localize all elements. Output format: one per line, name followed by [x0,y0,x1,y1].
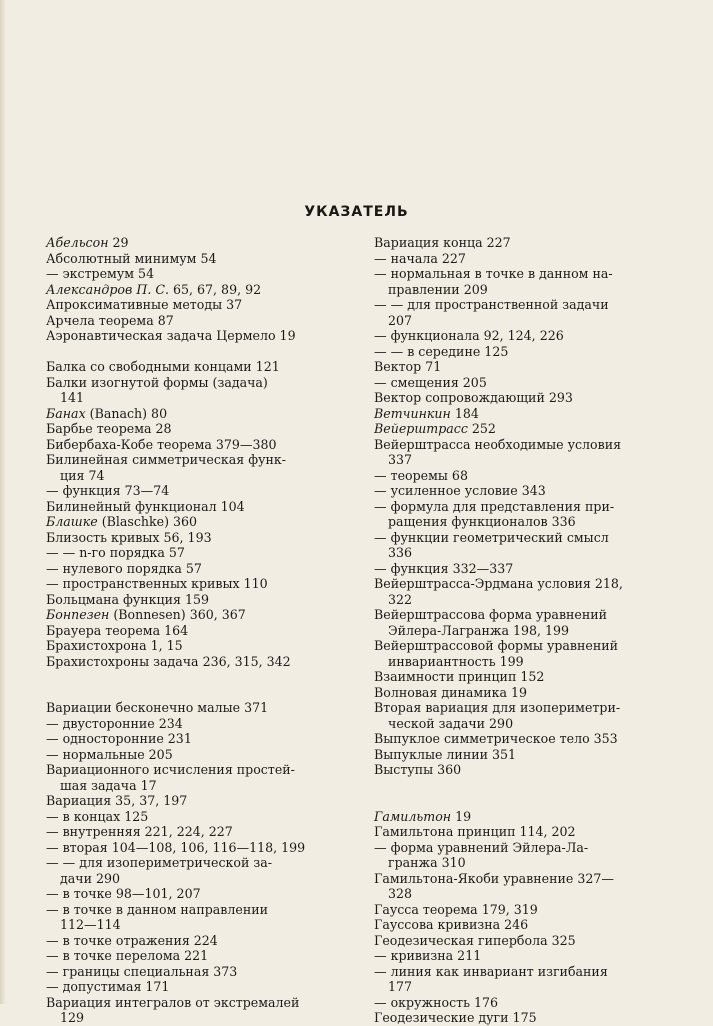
page-title: УКАЗАТЕЛЬ [304,204,409,220]
author-name: Абельсон [46,235,109,250]
index-entry [374,809,674,825]
index-entry: — границы специальная 373 [46,963,238,979]
index-entry: — внутренняя 221, 224, 227 [46,824,233,839]
index-entry: — функции геометрический смысл [374,529,609,545]
index-entry [46,607,348,623]
index-column-right [374,235,674,1026]
index-entry: Волновая динамика 19 [374,684,528,700]
page-refs: 29 [108,235,129,250]
spacer [46,344,348,360]
index-entry: — усиленное условие 343 [374,483,546,498]
index-entry: Билинейный функционал 104 [46,498,245,514]
page-refs: 65, 67, 89, 92 [168,281,262,297]
index-entry: Вейерштрасса необходимые условия [374,436,622,452]
index-entry: Близость кривых 56, 193 [46,529,212,545]
index-entry: Брахистохроны задача 236, 315, 342 [46,653,291,669]
index-entry: — формула для представления при- [374,498,615,514]
page-refs: 184 [450,405,479,421]
author-name: Гамильтон [374,808,452,824]
index-entry [374,406,674,422]
index-entry: Вейерштрассовой формы уравнений [374,638,619,653]
page-refs: (Banach) 80 [85,405,168,421]
index-entry: Абсолютный минимум 54 [46,250,217,266]
index-entry: Вектор 71 [374,359,442,374]
index-entry: Вторая вариация для изопериметри- [374,700,621,715]
index-entry: Вейерштрасса-Эрдмана условия 218, [374,576,623,591]
index-entry: — в концах 125 [46,808,149,824]
index-entry: — функция 73—74 [46,483,170,498]
index-entry: 322 [388,591,413,607]
page-edge-shadow [0,0,6,1004]
index-entry: — двусторонние 234 [46,715,183,731]
index-entry [374,421,674,437]
index-entry: 336 [388,545,413,560]
index-entry: правлении 209 [388,281,488,297]
index-entry: 328 [388,886,413,901]
spacer [374,778,674,794]
index-entry: — — в середине 125 [374,343,509,359]
page-refs: 19 [451,808,472,824]
index-entry: Вариация 35, 37, 197 [46,793,188,808]
index-entry: Вариация интегралов от экстремалей [46,994,300,1010]
index-entry: — пространственных кривых 110 [46,576,268,591]
index-entry: — допустимая 171 [46,979,170,994]
index-entry: — кривизна 211 [374,948,482,963]
index-entry [46,514,348,530]
index-entry: Гауссова кривизна 246 [374,917,529,932]
index-entry: — экстремум 54 [46,266,155,281]
index-entry: Эйлера-Лагранжа 198, 199 [388,622,570,638]
index-entry: Вариации бесконечно малые 371 [46,700,269,715]
index-entry: — в точке в данном направлении [46,901,269,917]
index-entry: — — для пространственной задачи [374,297,609,312]
index-entry: — функционала 92, 124, 226 [374,328,564,343]
page-refs: 252 [467,421,496,436]
index-entry: — в точке 98—101, 207 [46,886,201,901]
index-entry: Геодезическая гипербола 325 [374,932,576,948]
index-entry: — вторая 104—108, 106, 116—118, 199 [46,839,306,855]
index-entry: Выпуклые линии 351 [374,746,517,762]
author-name: Ветчинкин [374,405,451,421]
index-entry: — односторонние 231 [46,731,192,746]
index-entry: ция 74 [60,467,105,483]
index-entry: Апроксимативные методы 37 [46,297,243,312]
index-entry: — в точке перелома 221 [46,948,209,963]
spacer [46,669,348,685]
index-entry [46,282,348,298]
index-entry: шая задача 17 [60,777,157,793]
page-refs: (Blaschke) 360 [97,514,198,529]
author-name: Вейерштрасс [374,421,468,436]
index-entry: Взаимности принцип 152 [374,669,545,684]
index-entry: Вейерштрассова форма уравнений [374,607,608,622]
index-entry: инвариантность 199 [388,653,524,669]
index-entry: — линия как инвариант изгибания [374,963,608,979]
index-entry [46,406,348,422]
index-entry: — — для изопериметрической за- [46,855,273,870]
index-entry: — теоремы 68 [374,467,468,483]
index-entry: Брахистохрона 1, 15 [46,638,183,653]
author-name: Блашке [46,514,98,529]
index-entry: Балки изогнутой формы (задача) [46,374,268,390]
page-refs: (Bonnesen) 360, 367 [109,607,246,622]
index-entry: Аэронавтическая задача Цермело 19 [46,328,296,343]
index-entry: Больцмана функция 159 [46,591,210,607]
index-entry: гранжа 310 [388,855,466,870]
index-entry: ращения функционалов 336 [388,514,576,529]
index-entry: 129 [60,1010,85,1025]
index-entry: — нормальные 205 [46,746,173,762]
spacer [46,685,348,701]
author-name: Бонnезен [46,607,110,622]
index-entry: Вектор сопровождающий 293 [374,390,573,405]
index-entry: Бибербаха-Кобе теорема 379—380 [46,436,277,452]
index-entry: Арчела теорема 87 [46,312,174,328]
index-entry: — нулевого порядка 57 [46,560,202,576]
index-entry: Вариация конца 227 [374,235,511,250]
index-entry: — — n-го порядка 57 [46,545,185,560]
index-entry: ческой задачи 290 [388,715,514,731]
index-entry: Балка со свободными концами 121 [46,359,280,374]
index-entry: 337 [388,452,413,467]
index-entry: — смещения 205 [374,374,487,390]
index-entry: Гамильтона принцип 114, 202 [374,824,576,839]
index-entry: Вариационного исчисления простей- [46,762,295,777]
index-entry: Брауера теорема 164 [46,622,189,638]
index-entry: 177 [388,979,413,994]
index-entry [46,235,348,251]
index-column-left [46,235,348,1026]
index-entry: 112—114 [60,917,121,932]
index-entry: 141 [60,390,85,405]
index-entry: Выпуклое симметрическое тело 353 [374,731,618,746]
index-entry: дачи 290 [60,870,121,886]
index-entry: — начала 227 [374,250,466,266]
index-entry: 207 [388,312,413,328]
index-entry: Гамильтона-Якоби уравнение 327— [374,870,614,886]
index-entry: — окружность 176 [374,994,499,1010]
author-name: Банах [46,405,86,421]
index-entry: Геодезические дуги 175 [374,1010,537,1025]
index-entry: — в точке отражения 224 [46,932,218,948]
author-name: Александров П. С. [46,281,169,297]
index-entry: — нормальная в точке в данном на- [374,266,613,281]
index-entry: — форма уравнений Эйлера-Ла- [374,839,589,855]
index-entry: Билинейная симметрическая функ- [46,452,286,467]
index-entry: Гаусса теорема 179, 319 [374,901,538,917]
index-entry: Выступы 360 [374,762,462,777]
spacer [374,793,674,809]
index-entry: — функция 332—337 [374,560,514,576]
index-entry: Барбье теорема 28 [46,421,172,436]
